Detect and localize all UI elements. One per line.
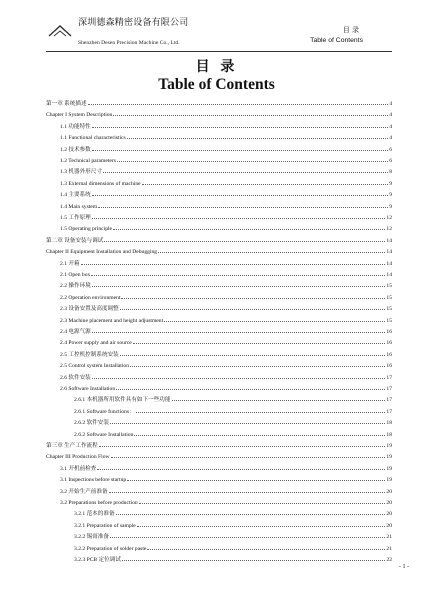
toc-leader-dots	[134, 429, 385, 436]
header-divider	[46, 51, 392, 52]
toc-leader-dots	[133, 337, 386, 344]
toc-leader-dots	[127, 474, 385, 481]
toc-entry-page: 9	[389, 203, 392, 210]
toc-entry[interactable]	[60, 326, 392, 336]
toc-entry[interactable]	[60, 155, 392, 165]
toc-entry[interactable]	[60, 486, 392, 496]
toc-leader-dots	[117, 155, 388, 162]
toc-entry-page: 16	[386, 363, 392, 370]
toc-leader-dots	[110, 531, 385, 538]
toc-entry-label: 2.4 Power supply and air source	[60, 340, 132, 347]
toc-entry[interactable]	[60, 303, 392, 313]
page-header	[0, 0, 433, 56]
toc-entry-page: 4	[389, 101, 392, 107]
toc-entry-label: 3.2 开始生产前准备	[60, 488, 108, 495]
toc-entry[interactable]	[60, 212, 392, 222]
toc-entry-page: 19	[386, 477, 392, 484]
toc-entry-label: 2.5 工控机控制系统安装	[60, 351, 119, 358]
toc-entry-label: 第一章 系统描述	[46, 101, 87, 107]
toc-entry-label: 2.3 Machine placement and height adjustment	[60, 317, 164, 324]
toc-entry-label: 2.2 操作环境	[60, 283, 91, 290]
toc-entry-page: 15	[386, 317, 392, 324]
toc-entry[interactable]	[60, 383, 392, 393]
toc-leader-dots	[98, 201, 388, 208]
toc-entry-label: Chapter I System Description	[46, 112, 113, 119]
toc-entry-page: 17	[386, 397, 392, 404]
toc-leader-dots	[120, 349, 386, 356]
toc-entry-label: 1.4 主要系统	[60, 192, 91, 199]
toc-entry-label: 1.3 External dimensions of machine	[60, 180, 141, 187]
toc-leader-dots	[139, 497, 386, 504]
toc-entry[interactable]	[60, 189, 392, 199]
toc-entry-label: 2.1 Open box	[60, 272, 91, 278]
toc-entry-label: 1.3 机器外形尺寸	[60, 169, 102, 176]
toc-entry[interactable]	[60, 372, 392, 382]
toc-leader-dots	[92, 372, 386, 379]
toc-entry-page: 16	[386, 329, 392, 335]
toc-entry[interactable]	[60, 223, 392, 233]
toc-entry-page: 15	[386, 283, 392, 290]
toc-entry-page: 20	[386, 511, 392, 518]
page-number: - 1 -	[399, 564, 409, 570]
toc-entry-page: 4	[389, 135, 392, 142]
toc-leader-dots	[92, 326, 386, 333]
toc-entry-page: 21	[386, 534, 392, 541]
toc-leader-dots	[137, 520, 386, 527]
toc-entry-label: 3.2.3 PCB 定位调试	[74, 557, 121, 563]
toc-leader-dots	[88, 98, 389, 105]
toc-entry-page: 9	[389, 180, 392, 187]
toc-entry-page: 8	[389, 169, 392, 176]
toc-leader-dots	[142, 178, 389, 185]
toc-entry-label: 3.1 开机前检查	[60, 465, 97, 472]
toc-entry-label: 3.2.2 Preparation of solder paste	[74, 545, 147, 552]
toc-entry-label: 2.5 Control system Installation	[60, 363, 129, 370]
toc-entry[interactable]	[46, 451, 392, 461]
toc-entry[interactable]	[46, 235, 392, 245]
toc-entry[interactable]	[60, 178, 392, 188]
toc-leader-dots	[92, 189, 388, 196]
toc-entry-label: 2.6.2 软件安装	[74, 420, 109, 427]
toc-entry[interactable]	[74, 417, 392, 427]
toc-entry[interactable]	[46, 109, 392, 119]
toc-entry[interactable]	[60, 360, 392, 370]
toc-leader-dots	[92, 144, 388, 151]
company-name-cn: 深圳德森精密设备有限公司	[78, 18, 189, 28]
toc-entry[interactable]	[60, 201, 392, 211]
toc-leader-dots	[99, 440, 386, 447]
toc-entry-page: 14	[386, 260, 392, 267]
toc-entry-page: 18	[386, 431, 392, 438]
toc-entry-page: 6	[389, 146, 392, 153]
toc-entry[interactable]	[74, 554, 392, 564]
toc-entry[interactable]	[60, 315, 392, 325]
toc-entry-page: 20	[386, 500, 392, 506]
toc-entry-page: 22	[386, 557, 392, 563]
toc-entry-label: 3.1 Inspections before startup	[60, 477, 127, 484]
toc-entry[interactable]	[60, 280, 392, 290]
toc-entry-page: 19	[386, 443, 392, 449]
toc-leader-dots	[130, 360, 385, 367]
toc-entry[interactable]	[60, 258, 392, 268]
toc-entry[interactable]	[46, 440, 392, 450]
toc-entry-page: 12	[386, 215, 392, 221]
toc-entry[interactable]	[74, 520, 392, 530]
toc-entry-page: 17	[386, 374, 392, 381]
toc-entry-page: 17	[386, 386, 392, 392]
toc-entry[interactable]	[74, 429, 392, 439]
toc-leader-dots	[104, 235, 385, 242]
page-title-en: Table of Contents	[158, 76, 275, 93]
toc-leader-dots	[172, 394, 386, 401]
toc-entry-page: 16	[386, 351, 392, 358]
company-name-en: Shenzhen Desen Precision Machine Co., Ltd.	[78, 40, 180, 46]
toc-entry[interactable]	[74, 543, 392, 553]
toc-leader-dots	[127, 132, 388, 139]
toc-entry-label: 2.1 开箱	[60, 260, 80, 267]
toc-leader-dots	[109, 486, 386, 493]
toc-entry[interactable]	[60, 349, 392, 359]
toc-leader-dots	[110, 417, 385, 424]
toc-entry[interactable]	[60, 292, 392, 302]
toc-entry-page: 4	[389, 112, 392, 119]
toc-entry[interactable]	[60, 463, 392, 473]
toc-entry[interactable]	[60, 497, 392, 507]
toc-entry[interactable]	[60, 337, 392, 347]
toc-entry-page: 15	[386, 294, 392, 301]
toc-leader-dots	[92, 280, 386, 287]
toc-entry[interactable]	[60, 144, 392, 154]
toc-leader-dots	[113, 109, 388, 116]
toc-entry[interactable]	[74, 406, 392, 416]
toc-leader-dots	[121, 292, 385, 299]
toc-leader-dots	[136, 406, 386, 413]
toc-entry-page: 20	[386, 488, 392, 495]
toc-entry-label: 2.6.1 本机器所用软件具有如下一些功能	[74, 397, 171, 404]
toc-leader-dots	[103, 166, 388, 173]
toc-entry-label: Chapter III Production Flow	[46, 454, 110, 461]
toc-entry-page: 14	[386, 237, 392, 244]
toc-entry[interactable]	[60, 269, 392, 279]
toc-leader-dots	[116, 383, 385, 390]
toc-entry-label: 3.2.1 范本的准备	[74, 511, 115, 518]
toc-entry-label: 第三章 生产工作流程	[46, 443, 98, 449]
toc-entry-page: 21	[386, 545, 392, 552]
toc-entry[interactable]	[74, 394, 392, 404]
toc-entry-page: 9	[389, 192, 392, 199]
header-section-cn: 目 录	[342, 26, 359, 34]
toc-leader-dots	[147, 543, 385, 550]
toc-entry-page: 4	[389, 123, 392, 130]
toc-leader-dots	[116, 508, 386, 515]
toc-leader-dots	[81, 258, 386, 265]
toc-leader-dots	[92, 121, 388, 128]
toc-leader-dots	[91, 269, 385, 276]
toc-entry-page: 20	[386, 522, 392, 529]
toc-entry-page: 14	[386, 249, 392, 256]
toc-entry-page: 18	[386, 420, 392, 427]
toc-entry[interactable]	[60, 166, 392, 176]
toc-entry-label: 1.2 技术参数	[60, 146, 91, 153]
toc-entry[interactable]	[60, 474, 392, 484]
toc-entry[interactable]	[46, 98, 392, 108]
toc-leader-dots	[158, 246, 385, 253]
toc-entry-label: 1.4 Main system	[60, 203, 98, 210]
toc-entry-page: 14	[386, 272, 392, 278]
toc-entry[interactable]	[60, 132, 392, 142]
toc-entry-label: 第二章 设备安装与调试	[46, 237, 104, 244]
toc-entry-page: 16	[386, 340, 392, 347]
toc-entry-label: Chapter II Equipment Installation and Debugging	[46, 249, 158, 256]
toc-leader-dots	[113, 223, 385, 230]
toc-leader-dots	[97, 463, 385, 470]
toc-leader-dots	[164, 315, 385, 322]
toc-entry-label: 1.2 Technical parameters	[60, 158, 116, 164]
toc-entry-label: 3.2.1 Preparation of sample	[74, 522, 136, 529]
toc-entry-label: 2.6 软件安装	[60, 374, 91, 381]
toc-entry[interactable]	[60, 121, 392, 131]
company-logo-icon	[48, 24, 72, 38]
toc-entry-page: 6	[389, 158, 392, 164]
toc-entry-label: 1.5 Operating principle	[60, 226, 113, 233]
toc-entry-label: 3.2 Preparations before production	[60, 500, 138, 506]
toc-entry-page: 19	[386, 465, 392, 472]
toc-leader-dots	[92, 212, 386, 219]
toc-entry-label: 2.6.1 Software functions：	[74, 408, 135, 415]
page-title-cn: 目 录	[195, 59, 238, 75]
toc-entry-label: 2.2 Operation environment	[60, 294, 121, 301]
toc-entry-page: 19	[386, 454, 392, 461]
toc-entry-label: 1.5 工作原理	[60, 215, 91, 221]
toc-leader-dots	[122, 554, 385, 561]
toc-entry-page: 17	[386, 408, 392, 415]
toc-leader-dots	[120, 303, 386, 310]
toc-entry[interactable]	[46, 246, 392, 256]
toc-entry-label: 2.3 设备安置及高度调整	[60, 306, 119, 313]
toc-entry-label: 2.4 电源气源	[60, 329, 91, 335]
toc-leader-dots	[111, 451, 386, 458]
toc-entry[interactable]	[74, 531, 392, 541]
toc-entry-label: 1.1 Functional characteristics	[60, 135, 126, 142]
toc-entry-label: 3.2.2 锡膏准备	[74, 534, 109, 541]
toc-entry-page: 15	[386, 306, 392, 313]
toc-entry-page: 12	[386, 226, 392, 233]
toc-entry-label: 1.1 功能特性	[60, 123, 91, 130]
toc-entry-label: 2.6 Software Installation	[60, 386, 116, 392]
toc-entry[interactable]	[74, 508, 392, 518]
header-section-en: Table of Contents	[310, 37, 363, 44]
toc-entry-label: 2.6.2 Software Installation	[74, 431, 134, 438]
